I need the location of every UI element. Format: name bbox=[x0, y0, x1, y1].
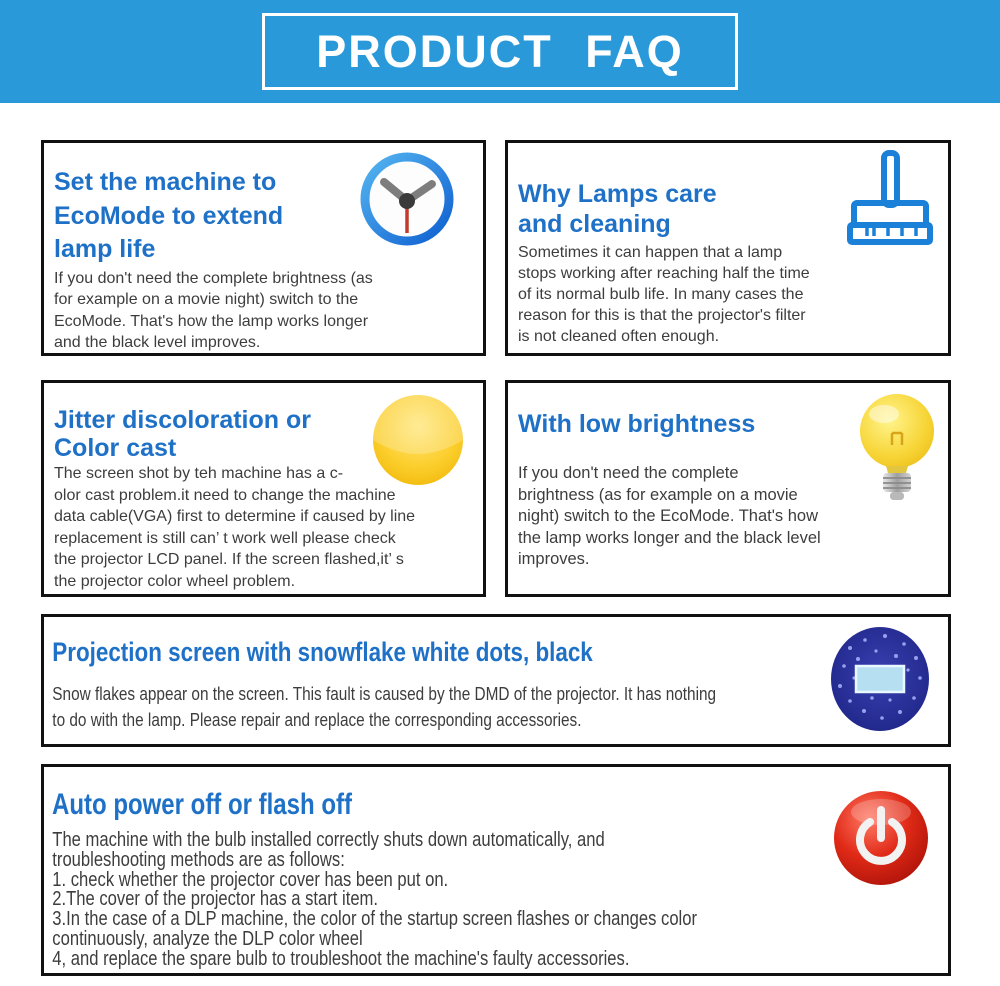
banner bbox=[0, 0, 1000, 103]
card-body-text: If you don't need the complete brightness (as for example on a movie night) switch to the EcoMode. That's how the lamp works longer and the black level improves. bbox=[54, 269, 373, 351]
faq-card-auto-power-off bbox=[41, 764, 951, 976]
card-heading: Set the machine to EcoMode to extend lamp life bbox=[54, 168, 284, 263]
card-body-text: The machine with the bulb installed correctly shuts down automatically, and troubleshooting methods are as follows: 1. check whether the projector cover has been put on. 2.The cover of the projector has a start item. 3.In the case of a DLP machine, the color of the startup screen flashes or changes color continuously, analyze the DLP color wheel 4, and replace the spare bulb to troubleshoot the machine's faulty accessories. bbox=[52, 829, 698, 970]
page-title: PRODUCT FAQ bbox=[316, 25, 684, 77]
card-body-text: Snow flakes appear on the screen. This fault is caused by the DMD of the projector. It has nothing to do with the lamp. Please repair and replace the corresponding accessories. bbox=[52, 683, 717, 730]
card-heading: Jitter discoloration or Color cast bbox=[54, 406, 311, 462]
faq-card-snowflake-dots bbox=[41, 614, 951, 747]
card-body-text: If you don't need the complete brightness (as for example on a movie night) switch to the EcoMode. That's how the lamp works longer and the black level improves. bbox=[518, 464, 821, 568]
card-body-text: The screen shot by teh machine has a c- olor cast problem.it need to change the machine data cable(VGA) first to determine if caused by line replacement is still can’ t work well please check the projector LCD panel. If the screen flashed,it’ s the projector color wheel problem. bbox=[54, 465, 416, 590]
card-heading: Projection screen with snowflake white dots, black bbox=[52, 637, 593, 667]
card-heading: Auto power off or flash off bbox=[52, 788, 352, 821]
banner-title-box bbox=[262, 13, 738, 90]
faq-card-ecomode bbox=[41, 140, 486, 356]
card-heading: Why Lamps care and cleaning bbox=[518, 180, 717, 238]
faq-card-lamp-care bbox=[505, 140, 951, 356]
faq-card-low-brightness bbox=[505, 380, 951, 597]
card-heading: With low brightness bbox=[518, 410, 756, 438]
faq-card-color-cast bbox=[41, 380, 486, 597]
card-body-text: Sometimes it can happen that a lamp stops working after reaching half the time of its normal bulb life. In many cases the reason for this is that the projector's filter is not cleaned often enough. bbox=[518, 244, 810, 345]
